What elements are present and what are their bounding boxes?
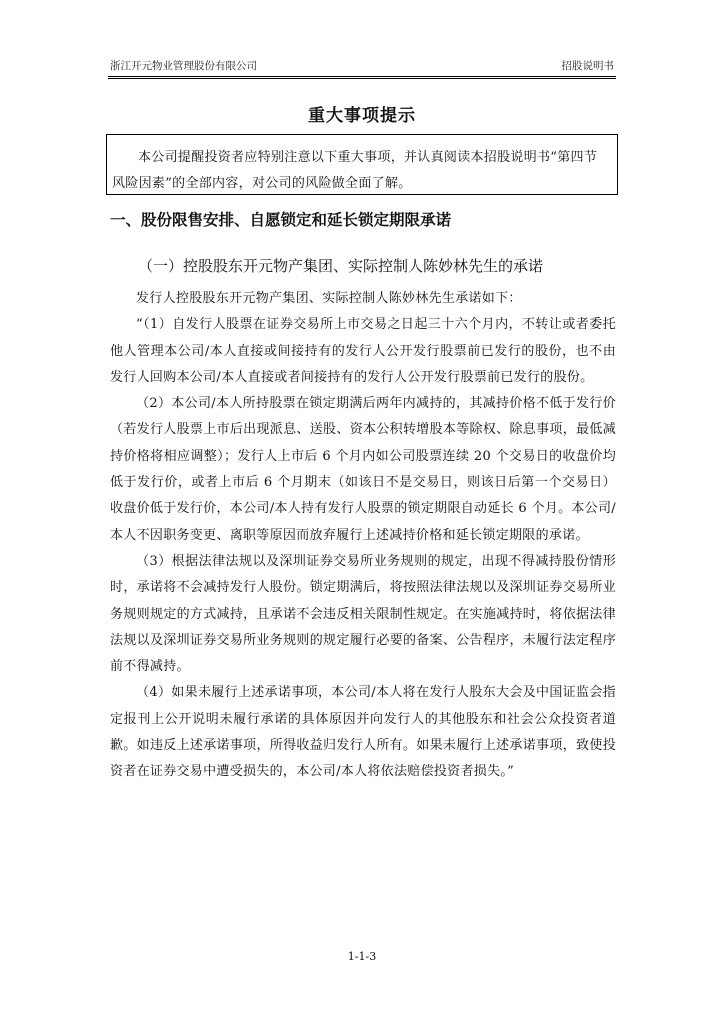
body-text bbox=[110, 286, 616, 786]
paragraph-commitment-1: “（1）自发行人股票在证券交易所上市交易之日起三十六个月内，不转让或者委托他人管理本公司/本人直接或间接持有的发行人公开发行股票前已发行的股份，也不由发行人回购本公司/本人直接或者间接持有的发行人公开发行股票前已发行的股份。 bbox=[110, 317, 616, 385]
subsection-heading: （一）控股股东开元物产集团、实际控制人陈妙林先生的承诺 bbox=[138, 257, 544, 275]
document-type: 招股说明书 bbox=[561, 60, 614, 72]
page-header bbox=[108, 58, 616, 74]
page-number: 1-1-3 bbox=[347, 950, 377, 963]
paragraph-intro: 发行人控股股东开元物产集团、实际控制人陈妙林先生承诺如下： bbox=[136, 291, 522, 306]
notice-box bbox=[106, 134, 618, 195]
section-heading: 一、股份限售安排、自愿锁定和延长锁定期限承诺 bbox=[110, 211, 452, 229]
notice-text: 本公司提醒投资者应特别注意以下重大事项，并认真阅读本招股说明书“第四节 风险因素”的全部内容，对公司的风险做全面了解。 bbox=[112, 150, 598, 191]
paragraph-commitment-3: （3）根据法律法规以及深圳证券交易所业务规则的规定，出现不得减持股份情形时，承诺将不会减持发行人股份。锁定期满后，将按照法律法规以及深圳证券交易所业务规则规定的方式减持，且承诺不会违反相关限制性规定。在实施减持时，将依据法律法规以及深圳证券交易所业务规则的规定履行必要的备案、公告程序，未履行法定程序前不得减持。 bbox=[110, 553, 616, 675]
page-title: 重大事项提示 bbox=[308, 106, 416, 126]
paragraph-commitment-2: （2）本公司/本人所持股票在锁定期满后两年内减持的，其减持价格不低于发行价（若发行人股票上市后出现派息、送股、资本公积转增股本等除权、除息事项，最低减持价格将相应调整）；发行人上市后 6 个月内如公司股票连续 20 个交易日的收盘价均低于发行价，或者上市后 6 个月期末（如该日不是交易日，则该日后第一个交易日）收盘价低于发行价，本公司/本人持有发行人股票的锁定期限自动延长 6 个月。本公司/本人不因职务变更、离职等原因而放弃履行上述减持价格和延长锁定期限的承诺。 bbox=[110, 396, 616, 543]
company-name: 浙江开元物业管理股份有限公司 bbox=[110, 60, 257, 72]
header-divider bbox=[108, 76, 616, 79]
paragraph-commitment-4: （4）如果未履行上述承诺事项，本公司/本人将在发行人股东大会及中国证监会指定报刊上公开说明未履行承诺的具体原因并向发行人的其他股东和社会公众投资者道歉。如违反上述承诺事项，所得收益归发行人所有。如果未履行上述承诺事项，致使投资者在证券交易中遭受损失的，本公司/本人将依法赔偿投资者损失。” bbox=[110, 685, 616, 780]
